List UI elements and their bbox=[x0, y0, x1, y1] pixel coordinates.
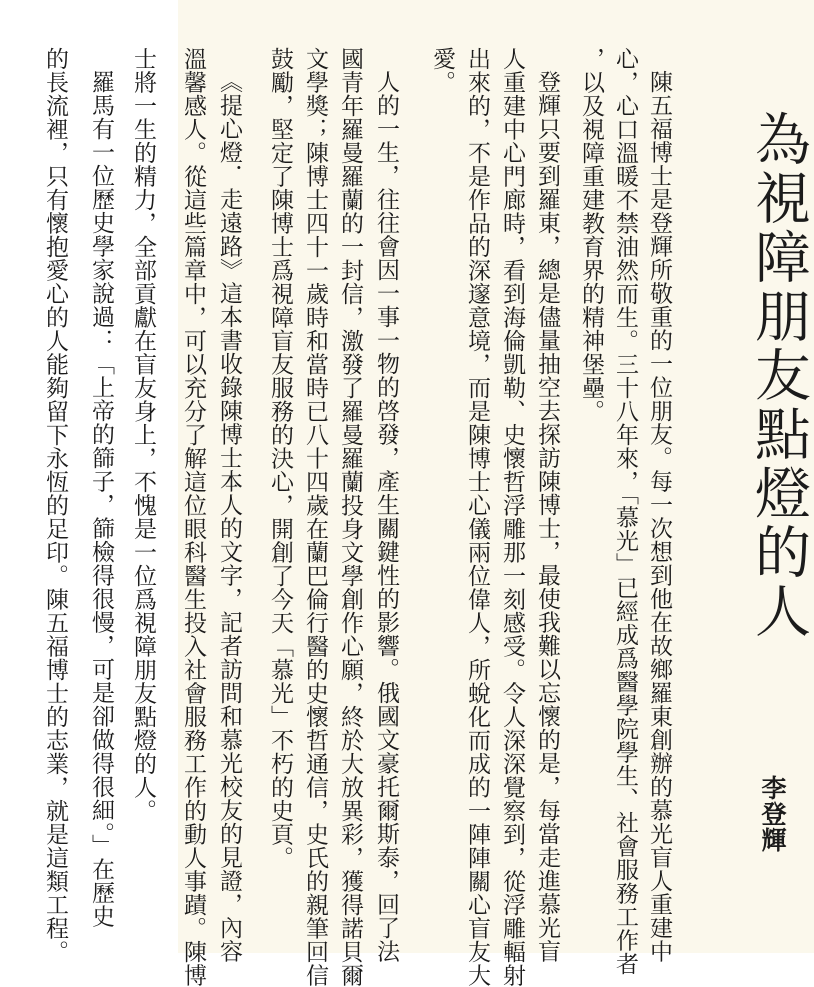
text-column: 鼓勵，堅定了陳博士爲視障盲友服務的決心，開創了今天「慕光」不朽的史頁。 bbox=[267, 47, 293, 870]
text-column: 《提心燈．走遠路》這本書收錄陳博士本人的文字，記者訪問和慕光校友的見證，內容 bbox=[216, 70, 242, 963]
text-column: 愛。 bbox=[429, 47, 455, 94]
text-column: 的長流裡，只有懷抱愛心的人能夠留下永恆的足印。陳五福博士的志業，就是這類工程。 bbox=[42, 47, 68, 964]
text-column: 國青年羅曼羅蘭的一封信，激發了羅曼羅蘭投身文學創作心願，終於大放異彩，獲得諾貝爾 bbox=[337, 47, 363, 987]
text-column: 羅馬有一位歷史學家說過：「上帝的篩子，篩檢得很慢，可是卻做得很細。」在歷史 bbox=[88, 70, 114, 928]
text-column: 溫馨感人。從這些篇章中，可以充分了解這位眼科醫生投入社會服務工作的動人事蹟。陳博 bbox=[180, 47, 206, 987]
text-column: 登輝只要到羅東，總是儘量抽空去探訪陳博士，最使我難以忘懷的是，每當走進慕光盲 bbox=[534, 70, 560, 963]
article-title: 為視障朋友點燈的人 bbox=[746, 110, 811, 641]
text-column: 文學獎；陳博士四十一歲時和當時已八十四歲在蘭巴倫行醫的史懷哲通信，史氏的親筆回信 bbox=[302, 47, 328, 987]
text-column: ，以及視障重建教育界的精神堡壘。 bbox=[578, 47, 604, 423]
text-column: 出來的，不是作品的深邃意境，而是陳博士心儀兩位偉人，所蛻化而成的一陣陣關心盲友大 bbox=[464, 47, 490, 987]
text-column: 人的一生，往往會因一事一物的啓發，產生關鍵性的影響。俄國文豪托爾斯泰，回了法 bbox=[373, 70, 399, 963]
article-author: 李登輝 bbox=[758, 775, 787, 853]
text-column: 士將一生的精力，全部貢獻在盲友身上，不愧是一位爲視障朋友點燈的人。 bbox=[130, 47, 156, 823]
text-column: 陳五福博士是登輝所敬重的一位朋友。每一次想到他在故鄉羅東創辦的慕光盲人重建中 bbox=[646, 70, 672, 963]
text-column: 心，心口溫暖不禁油然而生。三十八年來，「慕光」已經成爲醫學院學生、社會服務工作者 bbox=[612, 47, 638, 976]
text-column: 人重建中心門廊時，看到海倫凱勒、史懷哲浮雕那一刻感受。令人深深覺察到，從浮雕輻射 bbox=[499, 47, 525, 987]
